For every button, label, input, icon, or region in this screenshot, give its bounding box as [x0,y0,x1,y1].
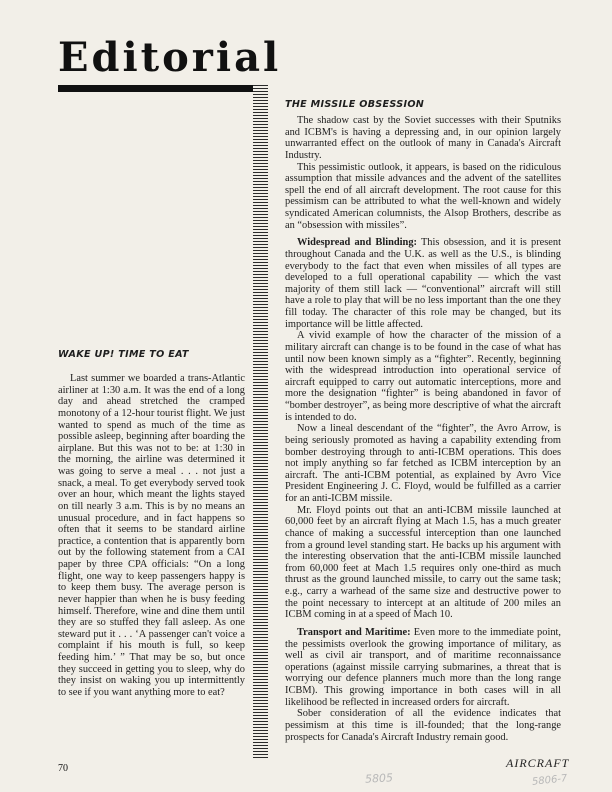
paragraph: This pessimistic outlook, it appears, is based on the ridiculous assumption that missile advances and the advent of the satellites spell the end of all aircraft development. The root cause for this pessimism can be attributed to what the well-known and widely syndicated American columnists, the Alsop Brothers, describe as an “obsession with missiles”. [285,161,561,231]
paragraph: Last summer we boarded a trans-Atlantic airliner at 1:30 a.m. It was the end of a long day and ahead stretched the cramped monotony of a 12-hour tourist flight. We just wanted to spend as much of the time as possible asleep, beginning after boarding the airplane. But this was not to be: at 1:30 in the morning, the airline was determined it was going to serve a meal . . . not just a snack, a meal. To get everybody served took over an hour, which meant the lights stayed on till nearly 3 a.m. This is by no means an unusual procedure, and in fact happens so often that it seems to be standard airline practice, a contention that is apparently born out by the following statement from a CAI paper by three CPA officials: “On a long flight, one way to keep passengers happy is to keep them busy. The average person is never happier than when he is busy feeding himself. Therefore, wine and dine them until they are so stuffed they fall asleep. As one steward put it . . . ‘A passenger can't voice a complaint if his mouth is full, so keep feeding him.’ ” That may be so, but once they succeed in getting you to sleep, why do they insist on waking you up intermittently to see if you want anything more to eat? [58,373,245,698]
handwritten-note: 5805 [364,771,394,786]
column-divider-rule [253,85,268,759]
paragraph: Mr. Floyd points out that an anti-ICBM missile launched at 60,000 feet by an aircraft flying at Mach 1.5, has a much greater chance of making a successful interception than one launched from a ground level standing start. He backs up his argument with the interesting observation that the anti-ICBM missile launched from 60,000 feet at Mach 1.5 requires only one-third as much thrust as the ground launched missile, to carry out the same task; e.g., carry a warhead of the same size and destructive power to the point necessary to intercept at an altitude of 200 miles an ICBM coming in at a speed of Mach 10. [285,504,561,621]
paragraph: Now a lineal descendant of the “fighter”, the Avro Arrow, is being seriously promoted as having a capability extending from bomber destroying through to anti-ICBM operations. This does not imply anything so far fetched as ICBM interception by an aircraft. The anti-ICBM potential, as explained by Avro Vice President Engineering J. C. Floyd, would be fulfilled as a carrier for an anti-ICBM missile. [285,423,561,504]
run-in-heading: Widespread and Blinding: [297,237,417,249]
page-title: Editorial [58,34,282,81]
paragraph: The shadow cast by the Soviet successes with their Sputniks and ICBM's is having a depressing and, in our opinion largely unwarranted effect on the outlook of many in Canada's Aircraft Industry. [285,115,561,161]
paragraph: A vivid example of how the character of the mission of a military aircraft can change is to be found in the case of what has until now been known simply as a “fighter”. Recently, beginning with the widespread introduction into operational service of aircraft equipped to carry out automatic interceptions, more and more the designation “fighter” is being abandoned in favor of “bomber destroyer”, as being more descriptive of what the aircraft is intended to do. [285,330,561,423]
missile-article-heading: THE MISSILE OBSESSION [285,99,425,110]
run-in-heading: Transport and Maritime: [297,626,411,638]
paragraph-text: This obsession, and it is present throughout Canada and the U.K. as well as the U.S., is blinding everybody to the fact that even when missiles of all types are developed to a full operational capability — which the vast majority of them still lack — “conventional” aircraft will still have a role to play that will be no less important than the one they fill today. The character of this role may be changed, but its importance will be little affected. [285,237,561,330]
title-rule [58,85,256,92]
handwritten-note: 5806-7 [531,773,568,788]
paragraph-text: Even more to the immediate point, the pessimists overlook the growing importance of military, as well as civil air transport, and of maritime reconnaissance operations (against missile carrying submarines, a threat that is worrying our defence planners much more than the long range ICBM). This growing importance in both cases will in all likelihood be reflected in increased orders for aircraft. [285,626,562,708]
eat-article [58,349,245,699]
running-foot: AIRCRAFT [506,756,570,770]
eat-article-heading: WAKE UP! TIME TO EAT [58,349,189,360]
page-number: 70 [58,763,68,774]
paragraph [285,627,561,708]
paragraph: Sober consideration of all the evidence indicates that pessimism at this time is ill-founded; that the long-range prospects for Canada's Aircraft Industry remain good. [285,708,561,743]
paragraph [285,237,561,330]
missile-article [285,99,561,743]
